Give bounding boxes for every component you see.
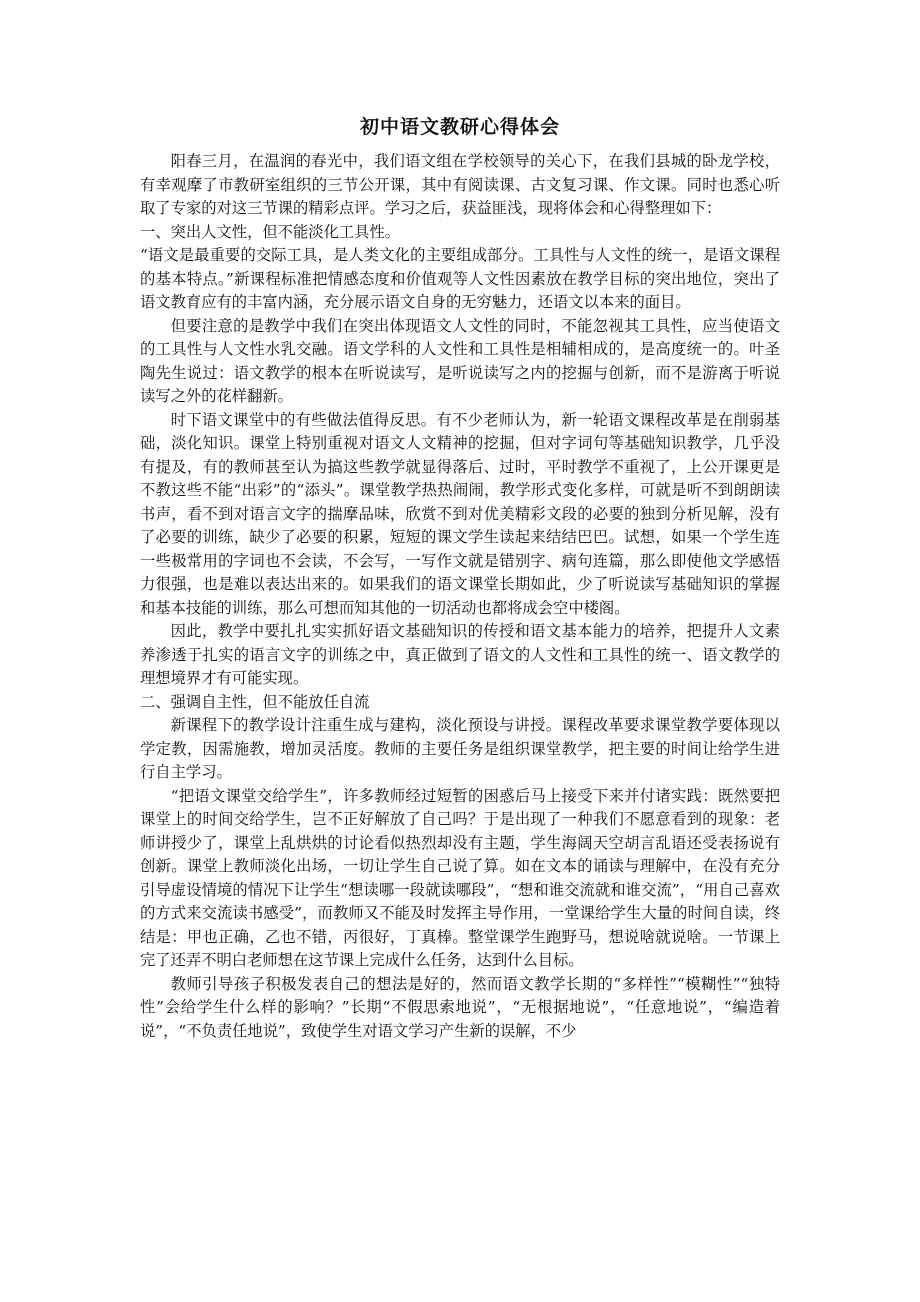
document-page xyxy=(140,114,780,1043)
paragraph-body: 因此，教学中要扎扎实实抓好语文基础知识的传授和语文基本能力的培养，把提升人文素养渗透于扎实的语言文字的训练之中，真正做到了语文的人文性和工具性的统一、语文教学的理想境界才有可能实现。 xyxy=(140,622,780,687)
document-title: 初中语文教研心得体会 xyxy=(359,116,560,138)
paragraph-intro: 阳春三月，在温润的春光中，我们语文组在学校领导的关心下，在我们县城的卧龙学校，有幸观摩了市教研室组织的三节公开课，其中有阅读课、古文复习课、作文课。同时也悉心听取了专家的对这三节课的精彩点评。学习之后，获益匪浅，现将体会和心得整理如下： xyxy=(140,152,780,217)
paragraph-body: 新课程下的教学设计注重生成与建构，淡化预设与讲授。课程改革要求课堂教学要体现以学定教，因需施教，增加灵活度。教师的主要任务是组织课堂教学，把主要的时间让给学生进行自主学习。 xyxy=(140,716,780,781)
paragraph-body: “把语文课堂交给学生”，许多教师经过短暂的困惑后马上接受下来并付诸实践：既然要把课堂上的时间交给学生，岂不正好解放了自己吗？于是出现了一种我们不愿意看到的现象：老师讲授少了，课堂上乱烘烘的讨论看似热烈却没有主题，学生海阔天空胡言乱语还受表扬说有创新。课堂上教师淡化出场，一切让学生自己说了算。如在文本的诵读与理解中，在没有充分引导虚设情境的情况下让学生“想读哪一段就读哪段”，“想和谁交流就和谁交流”，“用自己喜欢的方式来交流读书感受”，而教师又不能及时发挥主导作用，一堂课给学生大量的时间自读，终结是：甲也正确，乙也不错，丙很好，丁真棒。整堂课学生跑野马，想说啥就说啥。一节课上完了还弄不明白老师想在这节课上完成什么任务，达到什么目标。 xyxy=(140,786,780,969)
section-heading-1: 一、突出人文性，但不能淡化工具性。 xyxy=(140,222,401,241)
paragraph-quote: “语文是最重要的交际工具，是人类文化的主要组成部分。工具性与人文性的统一，是语文课程的基本特点。”新课程标准把情感态度和价值观等人文性因素放在教学目标的突出地位，突出了语文教育应有的丰富内涵，充分展示语文自身的无穷魅力，还语文以本来的面目。 xyxy=(140,246,780,311)
paragraph-body: 但要注意的是教学中我们在突出体现语文人文性的同时，不能忽视其工具性，应当使语文的工具性与人文性水乳交融。语文学科的人文性和工具性是相辅相成的，是高度统一的。叶圣陶先生说过：语文教学的根本在听说读写，是听说读写之内的挖掘与创新，而不是游离于听说读写之外的花样翻新。 xyxy=(140,316,780,405)
paragraph-body: 教师引导孩子积极发表自己的想法是好的，然而语文教学长期的“多样性”“模糊性”“独特性”会给学生什么样的影响？”长期“不假思索地说”，“无根据地说”，“任意地说”，“编造着说”，“不负责任地说”，致使学生对语文学习产生新的误解，不少 xyxy=(140,974,780,1040)
section-heading-2: 二、强调自主性，但不能放任自流 xyxy=(140,692,370,711)
paragraph-body: 时下语文课堂中的有些做法值得反思。有不少老师认为，新一轮语文课程改革是在削弱基础，淡化知识。课堂上特别重视对语文人文精神的挖掘，但对字词句等基础知识教学，几乎没有提及，有的教师甚至认为搞这些教学就显得落后、过时，平时教学不重视了，上公开课更是不教这些不能“出彩”的“添头”。课堂教学热热闹闹，教学形式变化多样，可就是听不到朗朗读书声，看不到对语言文字的揣摩品味，欣赏不到对优美精彩文段的必要的独到分析见解，没有了必要的训练，缺少了必要的积累，短短的课文学生读起来结结巴巴。试想，如果一个学生连一些极常用的字词也不会读，不会写，一写作文就是错别字、病句连篇，那么即使他文学感悟力很强，也是难以表达出来的。如果我们的语文课堂长期如此，少了听说读写基础知识的掌握和基本技能的训练，那么可想而知其他的一切活动也都将成会空中楼阁。 xyxy=(140,410,780,617)
